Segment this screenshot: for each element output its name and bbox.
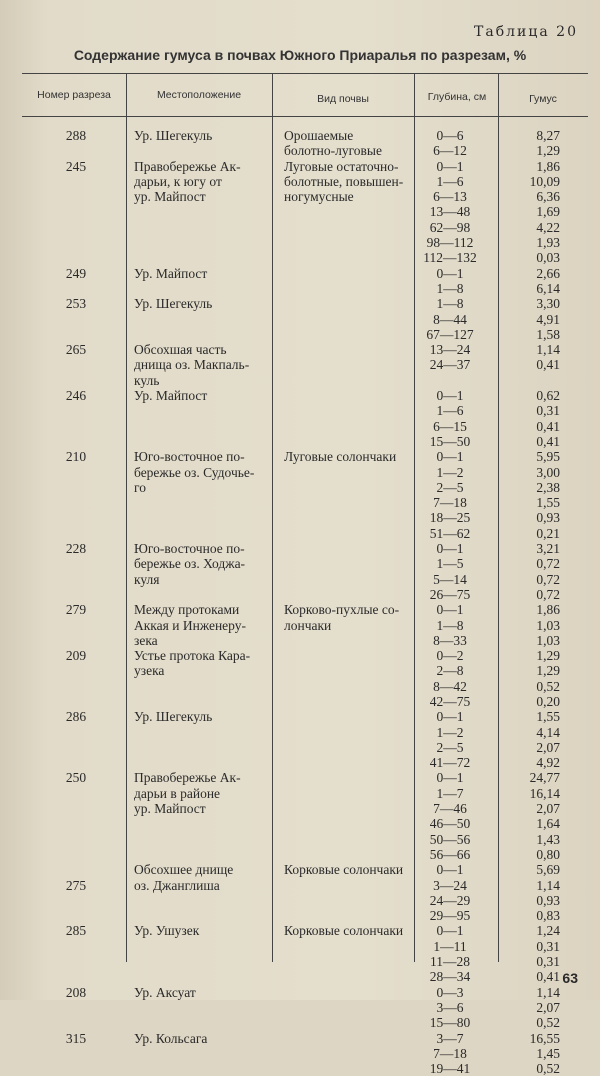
cell-depth: 42—75 — [429, 693, 471, 709]
cell-depth: 7—18 — [433, 495, 467, 511]
table-row — [0, 342, 600, 357]
cell-soil-type: Орошаемые — [284, 128, 354, 143]
cell-soil-type: болотные, повышен- — [284, 173, 404, 189]
cell-humus: 1,86 — [536, 602, 560, 618]
table-label: Таблица 20 — [474, 24, 578, 40]
cell-depth: 3—24 — [433, 877, 467, 893]
table-row — [0, 847, 600, 862]
cell-depth: 26—75 — [429, 586, 471, 602]
cell-humus: 0,80 — [536, 846, 560, 862]
cell-location: Обсохшее днище — [134, 862, 234, 878]
cell-number: 285 — [65, 923, 87, 939]
table-row — [0, 648, 600, 663]
cell-depth: 8—33 — [433, 632, 467, 648]
cell-location: куля — [134, 571, 160, 587]
cell-depth: 0—1 — [436, 602, 464, 618]
cell-location: узека — [134, 663, 165, 679]
cell-location: Ур. Шегекуль — [134, 296, 213, 312]
cell-humus: 0,72 — [536, 571, 560, 587]
table-row — [0, 449, 600, 464]
cell-depth: 62—98 — [429, 219, 471, 235]
cell-humus: 10,09 — [529, 173, 560, 189]
table-row — [0, 786, 600, 801]
cell-number: 228 — [65, 541, 87, 557]
table-row — [0, 189, 600, 204]
table-row — [0, 663, 600, 678]
cell-depth: 67—127 — [426, 326, 474, 342]
cell-depth: 8—44 — [433, 311, 467, 327]
cell-humus: 4,91 — [536, 311, 560, 327]
cell-depth: 3—6 — [436, 999, 464, 1015]
cell-depth: 6—13 — [433, 189, 467, 205]
cell-humus: 4,22 — [536, 219, 560, 235]
cell-humus: 1,14 — [536, 877, 560, 893]
cell-depth: 24—29 — [429, 892, 471, 908]
cell-location: дарьи, к югу от — [134, 173, 222, 189]
cell-location: ур. Майпост — [134, 801, 206, 817]
cell-depth: 13—48 — [429, 204, 471, 220]
table-row — [0, 235, 600, 250]
cell-humus: 1,24 — [536, 923, 560, 939]
cell-depth: 1—8 — [436, 296, 464, 312]
cell-humus: 1,03 — [536, 617, 560, 633]
cell-depth: 1—8 — [436, 280, 464, 296]
table-row — [0, 419, 600, 434]
table-row — [0, 740, 600, 755]
cell-number: 249 — [65, 265, 87, 281]
cell-depth: 1—5 — [436, 556, 464, 572]
cell-location: Юго-восточное по- — [134, 449, 245, 465]
cell-humus: 2,66 — [536, 265, 560, 281]
cell-depth: 0—1 — [436, 388, 464, 404]
table-row — [0, 403, 600, 418]
cell-location: куль — [134, 372, 160, 388]
table-row — [0, 816, 600, 831]
cell-location: ур. Майпост — [134, 189, 206, 205]
cell-depth: 1—2 — [436, 724, 464, 740]
cell-depth: 24—37 — [429, 357, 471, 373]
table-row — [0, 174, 600, 189]
cell-humus: 1,03 — [536, 632, 560, 648]
cell-humus: 0,72 — [536, 586, 560, 602]
cell-humus: 3,30 — [536, 296, 560, 312]
cell-location: дарьи в районе — [134, 785, 221, 801]
cell-location: бережье оз. Судочье- — [134, 464, 255, 480]
table-row — [0, 327, 600, 342]
header-humus: Гумус — [529, 93, 557, 105]
cell-humus: 2,07 — [536, 739, 560, 755]
table-row — [0, 587, 600, 602]
cell-humus: 5,95 — [536, 449, 560, 465]
cell-humus: 5,69 — [536, 862, 560, 878]
cell-location: Ур. Шегекуль — [134, 128, 213, 143]
cell-depth: 56—66 — [429, 846, 471, 862]
cell-humus: 6,36 — [536, 189, 560, 205]
table-row — [0, 954, 600, 969]
cell-depth: 112—132 — [423, 250, 477, 266]
table-row — [0, 510, 600, 525]
cell-soil-type: Луговые солончаки — [284, 449, 397, 465]
cell-humus: 0,03 — [536, 250, 560, 266]
cell-number: 245 — [65, 158, 87, 174]
table-row — [0, 709, 600, 724]
cell-soil-type: Корковые солончаки — [284, 923, 404, 939]
table-row — [0, 969, 600, 984]
cell-depth: 15—50 — [429, 433, 471, 449]
cell-depth: 6—12 — [433, 143, 467, 159]
cell-number: 265 — [65, 342, 87, 358]
cell-depth: 6—15 — [433, 418, 467, 434]
cell-humus: 0,93 — [536, 510, 560, 526]
cell-depth: 0—3 — [436, 984, 464, 1000]
cell-humus: 0,41 — [536, 418, 560, 434]
cell-humus: 16,55 — [529, 1030, 560, 1046]
cell-number: 209 — [65, 648, 87, 664]
header-rule — [22, 116, 588, 117]
cell-humus: 0,52 — [536, 1061, 560, 1076]
cell-number: 250 — [65, 770, 87, 786]
cell-depth: 98—112 — [426, 235, 474, 251]
cell-depth: 15—80 — [429, 1015, 471, 1031]
cell-soil-type: Корково-пухлые со- — [284, 602, 400, 618]
table-row — [0, 204, 600, 219]
cell-humus: 1,29 — [536, 663, 560, 679]
cell-humus: 1,58 — [536, 326, 560, 342]
cell-location: Ур. Аксуат — [134, 984, 196, 1000]
table-row — [0, 281, 600, 296]
table-row — [0, 633, 600, 648]
table-row — [0, 250, 600, 265]
cell-location: го — [134, 479, 146, 495]
cell-depth: 0—1 — [436, 862, 464, 878]
cell-depth: 2—8 — [436, 663, 464, 679]
table-row — [0, 923, 600, 938]
table-row — [0, 541, 600, 556]
cell-depth: 5—14 — [433, 571, 467, 587]
cell-depth: 0—1 — [436, 923, 464, 939]
cell-humus: 0,62 — [536, 388, 560, 404]
cell-depth: 19—41 — [429, 1061, 471, 1076]
cell-depth: 11—28 — [430, 954, 470, 970]
cell-location: оз. Джанглиша — [134, 877, 220, 893]
cell-depth: 1—8 — [436, 617, 464, 633]
table-row — [0, 694, 600, 709]
cell-location: Правобережье Ак- — [134, 770, 241, 786]
table-row — [0, 770, 600, 785]
cell-depth: 28—34 — [429, 969, 471, 985]
header-depth: Глубина, см — [427, 91, 487, 103]
table-title: Содержание гумуса в почвах Южного Приаралья по разрезам, % — [73, 47, 527, 63]
table-row — [0, 939, 600, 954]
cell-number: 279 — [65, 602, 87, 618]
table-row — [0, 618, 600, 633]
cell-soil-type: Корковые солончаки — [284, 862, 404, 878]
cell-humus: 0,21 — [536, 525, 560, 541]
table-row — [0, 1000, 600, 1015]
cell-humus: 0,93 — [536, 892, 560, 908]
cell-humus: 0,52 — [536, 678, 560, 694]
table-row — [0, 602, 600, 617]
cell-depth: 3—7 — [436, 1030, 464, 1046]
table-row — [0, 862, 600, 877]
cell-humus: 0,72 — [536, 556, 560, 572]
table-row — [0, 572, 600, 587]
cell-number: 210 — [65, 449, 87, 465]
cell-humus: 1,14 — [536, 342, 560, 358]
cell-depth: 46—50 — [429, 816, 471, 832]
table-row — [0, 725, 600, 740]
cell-location: Юго-восточное по- — [134, 541, 245, 557]
table-row — [0, 526, 600, 541]
page-number: 63 — [562, 970, 578, 986]
cell-depth: 2—5 — [436, 479, 464, 495]
cell-number: 253 — [65, 296, 87, 312]
table-row — [0, 679, 600, 694]
header-number: Номер разреза — [37, 89, 111, 101]
table-row — [0, 878, 600, 893]
cell-depth: 29—95 — [429, 908, 471, 924]
table-row — [0, 465, 600, 480]
cell-depth: 1—6 — [436, 173, 464, 189]
cell-humus: 2,07 — [536, 801, 560, 817]
cell-humus: 4,14 — [536, 724, 560, 740]
table-row — [0, 128, 600, 143]
cell-soil-type: лончаки — [284, 617, 332, 633]
cell-location: зека — [134, 632, 158, 648]
cell-humus: 4,92 — [536, 755, 560, 771]
cell-depth: 1—7 — [436, 785, 464, 801]
cell-humus: 16,14 — [529, 785, 560, 801]
cell-depth: 1—11 — [433, 938, 467, 954]
cell-humus: 0,41 — [536, 969, 560, 985]
cell-depth: 0—2 — [436, 648, 464, 664]
cell-depth: 41—72 — [429, 755, 471, 771]
cell-depth: 8—42 — [433, 678, 467, 694]
cell-humus: 8,27 — [536, 128, 560, 143]
table-row — [0, 1031, 600, 1046]
cell-number: 315 — [65, 1030, 87, 1046]
table-row — [0, 388, 600, 403]
cell-humus: 1,55 — [536, 709, 560, 725]
table-row — [0, 220, 600, 235]
cell-number: 208 — [65, 984, 87, 1000]
cell-humus: 0,41 — [536, 433, 560, 449]
cell-depth: 0—1 — [436, 265, 464, 281]
cell-depth: 7—18 — [433, 1045, 467, 1061]
cell-humus: 6,14 — [536, 280, 560, 296]
cell-humus: 1,14 — [536, 984, 560, 1000]
cell-humus: 1,86 — [536, 158, 560, 174]
cell-soil-type: ногумусные — [284, 189, 354, 205]
cell-humus: 2,38 — [536, 479, 560, 495]
cell-location: бережье оз. Ходжа- — [134, 556, 246, 572]
cell-humus: 0,41 — [536, 357, 560, 373]
top-rule — [22, 73, 588, 74]
table-row — [0, 357, 600, 372]
cell-depth: 51—62 — [429, 525, 471, 541]
cell-location: Аккая и Инженеру- — [134, 617, 246, 633]
cell-location: Устье протока Кара- — [134, 648, 251, 664]
cell-humus: 1,55 — [536, 495, 560, 511]
cell-humus: 0,31 — [536, 938, 560, 954]
table-row — [0, 1046, 600, 1061]
cell-depth: 0—1 — [436, 449, 464, 465]
table-row — [0, 1015, 600, 1030]
cell-depth: 1—2 — [436, 464, 464, 480]
table-row — [0, 985, 600, 1000]
cell-humus: 0,20 — [536, 693, 560, 709]
cell-humus: 24,77 — [529, 770, 560, 786]
cell-number: 246 — [65, 388, 87, 404]
cell-humus: 1,29 — [536, 143, 560, 159]
cell-humus: 2,07 — [536, 999, 560, 1015]
table-body — [0, 128, 600, 1076]
table-row — [0, 143, 600, 158]
table-row — [0, 556, 600, 571]
cell-humus: 1,69 — [536, 204, 560, 220]
table-row — [0, 312, 600, 327]
cell-location: Ур. Майпост — [134, 265, 208, 281]
cell-location: днища оз. Макпаль- — [134, 357, 250, 373]
cell-depth: 13—24 — [429, 342, 471, 358]
cell-soil-type: болотно-луговые — [284, 143, 382, 159]
cell-soil-type: Луговые остаточно- — [284, 158, 399, 174]
cell-location: Ур. Ушузек — [134, 923, 200, 939]
table-row — [0, 832, 600, 847]
table-row — [0, 893, 600, 908]
cell-location: Ур. Майпост — [134, 388, 208, 404]
header-location: Местоположение — [156, 89, 242, 101]
header-soil-type: Вид почвы — [317, 93, 369, 105]
cell-depth: 18—25 — [429, 510, 471, 526]
table-row — [0, 266, 600, 281]
cell-depth: 2—5 — [436, 739, 464, 755]
cell-depth: 7—46 — [433, 801, 467, 817]
table-row — [0, 159, 600, 174]
cell-depth: 0—1 — [436, 770, 464, 786]
cell-location: Ур. Кольсага — [134, 1030, 208, 1046]
cell-location: Правобережье Ак- — [134, 158, 241, 174]
cell-humus: 3,00 — [536, 464, 560, 480]
cell-location: Между протоками — [134, 602, 240, 618]
table-row — [0, 755, 600, 770]
table-row — [0, 373, 600, 388]
cell-humus: 0,31 — [536, 954, 560, 970]
cell-location: Обсохшая часть — [134, 342, 227, 358]
cell-humus: 0,52 — [536, 1015, 560, 1031]
table-row — [0, 908, 600, 923]
cell-humus: 0,83 — [536, 908, 560, 924]
table-row — [0, 801, 600, 816]
cell-humus: 1,64 — [536, 816, 560, 832]
cell-humus: 1,45 — [536, 1045, 560, 1061]
table-row — [0, 480, 600, 495]
table-row — [0, 1061, 600, 1076]
cell-depth: 0—6 — [436, 128, 464, 143]
cell-humus: 1,93 — [536, 235, 560, 251]
cell-depth: 50—56 — [429, 831, 471, 847]
cell-number: 275 — [65, 877, 87, 893]
table-row — [0, 495, 600, 510]
cell-humus: 3,21 — [536, 541, 560, 557]
cell-depth: 1—6 — [436, 403, 464, 419]
cell-humus: 1,29 — [536, 648, 560, 664]
cell-humus: 0,31 — [536, 403, 560, 419]
cell-depth: 0—1 — [436, 541, 464, 557]
cell-depth: 0—1 — [436, 158, 464, 174]
cell-depth: 0—1 — [436, 709, 464, 725]
table-row — [0, 434, 600, 449]
cell-number: 286 — [65, 709, 87, 725]
table-row — [0, 296, 600, 311]
cell-number: 288 — [65, 128, 87, 143]
cell-humus: 1,43 — [536, 831, 560, 847]
cell-location: Ур. Шегекуль — [134, 709, 213, 725]
